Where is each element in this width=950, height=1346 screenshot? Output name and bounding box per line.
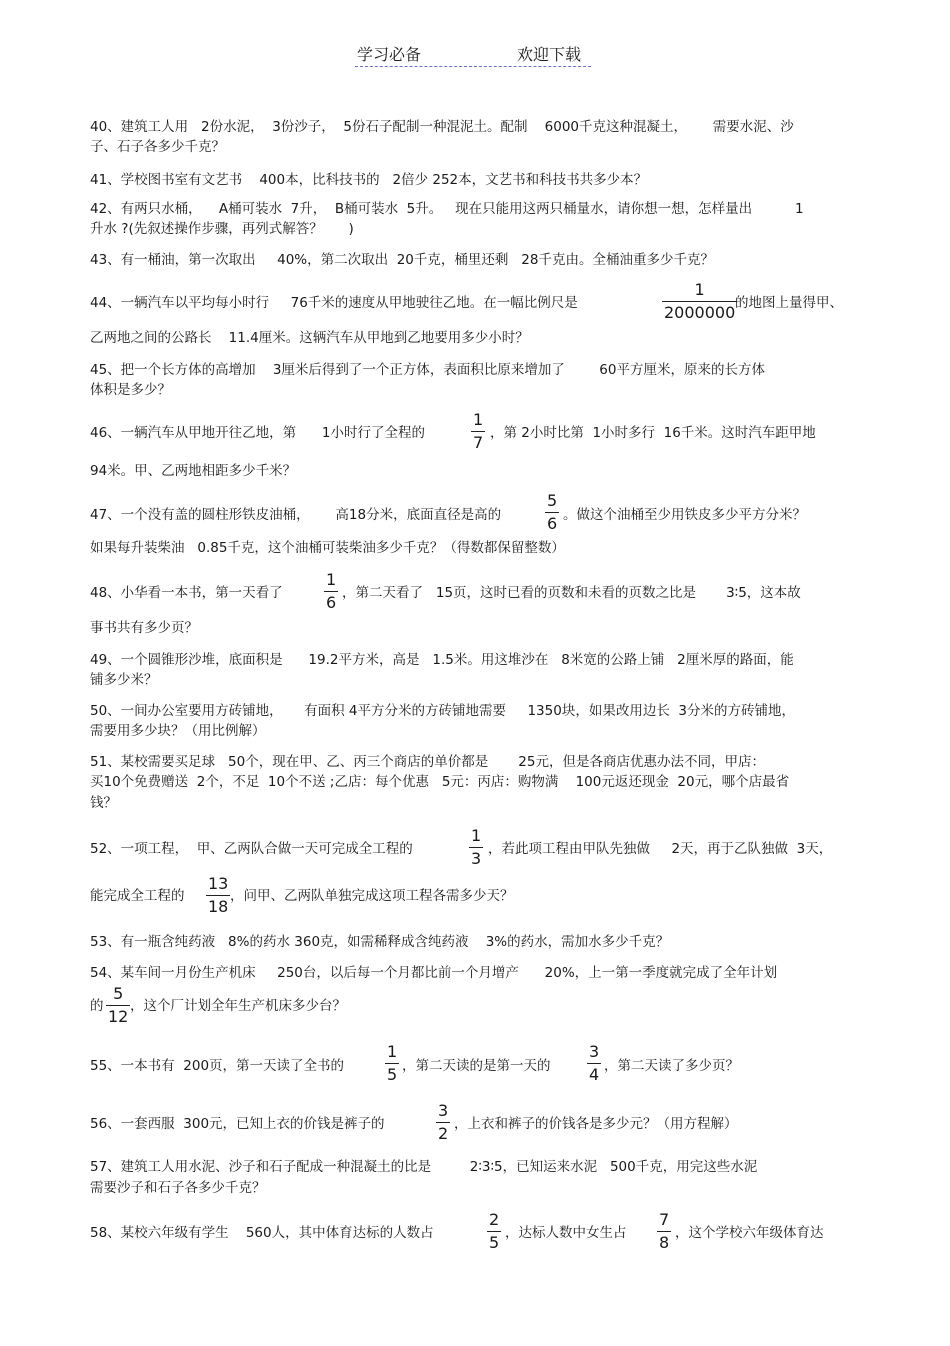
fraction-numerator: 5 [547, 491, 558, 510]
question-51-line2: 买10个免费赠送 2个，不足 10个不送 ;乙店：每个优惠 5元：丙店：购物满 100元返还现金 20元，哪个店最省 [90, 774, 790, 790]
header-left-text: 学习必备 [357, 45, 422, 64]
fraction-denominator: 6 [547, 514, 558, 533]
question-52-line1b: ，若此项工程由甲队先独做 2天，再于乙队独做 3天， [488, 841, 833, 857]
question-58-line1c: ，这个学校六年级体育达 [675, 1225, 824, 1241]
fraction-bar [471, 431, 485, 432]
question-45-line1: 45、把一个长方体的高增加 3厘米后得到了一个正方体，表面积比原来增加了 60平方厘米，原来的长方体 [90, 362, 765, 378]
question-56-line1b: ，上衣和裤子的价钱各是多少元？（用方程解） [454, 1116, 738, 1132]
fraction-numerator: 1 [473, 410, 484, 429]
page-header [355, 40, 591, 67]
question-50-line1: 50、一间办公室要用方砖铺地， 有面积 4平方分米的方砖铺地需要 1350块，如果改用边长 3分米的方砖铺地， [90, 703, 795, 719]
question-47-line1b: 。做这个油桶至少用铁皮多少平方分米？ [563, 507, 806, 523]
question-48-line1a: 48、小华看一本书，第一天看了 [90, 585, 283, 601]
question-51-line1: 51、某校需要买足球 50个，现在甲、乙、丙三个商店的单价都是 25元，但是各商店优惠办法不同，甲店： [90, 754, 765, 770]
question-44-line1a: 44、一辆汽车以平均每小时行 76千米的速度从甲地驶往乙地。在一幅比例尺是 [90, 295, 578, 311]
question-54-line1: 54、某车间一月份生产机床 250台，以后每一个月都比前一个月增产 20%，上一第一季度就完成了全年计划 [90, 965, 778, 981]
fraction-1-3 [469, 826, 483, 869]
fraction-denominator: 8 [659, 1233, 670, 1252]
question-44-line1b: 的地图上量得甲、 [735, 295, 843, 311]
fraction-bar [545, 512, 559, 513]
fraction-numerator: 3 [589, 1042, 600, 1061]
question-40-line2: 子、石子各多少千克？ [90, 139, 225, 155]
question-46-line2: 94米。甲、乙两地相距多少千米？ [90, 463, 297, 479]
fraction-denominator: 4 [589, 1065, 600, 1084]
question-46-line1b: ，第 2小时比第 1小时多行 16千米。这时汽车距甲地 [490, 425, 816, 441]
question-54-line2b: ，这个厂计划全年生产机床多少台？ [130, 998, 346, 1014]
fraction-denominator: 18 [208, 897, 229, 916]
fraction-numerator: 1 [326, 570, 337, 589]
fraction-1-5 [385, 1042, 399, 1085]
fraction-denominator: 7 [473, 433, 484, 452]
fraction-3-4 [587, 1042, 601, 1085]
fraction-denominator: 6 [326, 593, 337, 612]
fraction-bar [106, 1005, 130, 1006]
question-56-line1a: 56、一套西服 300元，已知上衣的价钱是裤子的 [90, 1116, 385, 1132]
question-52-line2a: 能完成全工程的 [90, 888, 185, 904]
fraction-bar [662, 301, 737, 302]
question-52-line2b: ，问甲、乙两队单独完成这项工程各需多少天？ [230, 888, 514, 904]
fraction-numerator: 3 [438, 1101, 449, 1120]
fraction-2-5 [487, 1210, 501, 1253]
question-45-line2: 体积是多少？ [90, 382, 171, 398]
question-40-line1: 40、建筑工人用 2份水泥， 3份沙子， 5份石子配制一种混泥土。配制 6000千克这种混凝土， 需要水泥、沙 [90, 119, 794, 135]
question-50-line2: 需要用多少块？（用比例解） [90, 723, 266, 739]
fraction-numerator: 13 [208, 874, 229, 893]
fraction-bar [385, 1063, 399, 1064]
fraction-numerator: 1 [471, 826, 482, 845]
question-49-line1: 49、一个圆锥形沙堆，底面积是 19.2平方米，高是 1.5米。用这堆沙在 8米宽的公路上铺 2厘米厚的路面，能 [90, 652, 794, 668]
question-58-line1a: 58、某校六年级有学生 560人，其中体育达标的人数占 [90, 1225, 434, 1241]
question-42-line2: 升水 ?(先叙述操作步骤，再列式解答？ ) [90, 221, 354, 237]
question-47-line2: 如果每升装柴油 0.85千克，这个油桶可装柴油多少千克？（得数都保留整数） [90, 540, 565, 556]
question-42-line1: 42、有两只水桶， A桶可装水 7升， B桶可装水 5升。 现在只能用这两只桶量水，请你想一想，怎样量出 1 [90, 201, 804, 217]
question-55-line1b: ，第二天读的是第一天的 [402, 1058, 551, 1074]
fraction-denominator: 3 [471, 849, 482, 868]
question-57-line1: 57、建筑工人用水泥、沙子和石子配成一种混凝土的比是 2∶3∶5，已知运来水泥 500千克，用完这些水泥 [90, 1159, 758, 1175]
fraction-1-6 [324, 570, 338, 613]
question-43: 43、有一桶油，第一次取出 40%，第二次取出 20千克，桶里还剩 28千克由。全桶油重多少千克？ [90, 252, 714, 268]
fraction-bar [487, 1231, 501, 1232]
fraction-numerator: 1 [694, 280, 705, 299]
question-48-line1b: ，第二天看了 15页，这时已看的页数和未看的页数之比是 3∶5，这本故 [342, 585, 801, 601]
fraction-denominator: 5 [387, 1065, 398, 1084]
header-right-text: 欢迎下载 [517, 45, 582, 64]
fraction-bar [469, 847, 483, 848]
fraction-denominator: 2000000 [664, 303, 736, 322]
fraction-numerator: 1 [387, 1042, 398, 1061]
question-41: 41、学校图书室有文艺书 400本，比科技书的 2倍少 252本，文艺书和科技书共多少本？ [90, 172, 648, 188]
fraction-1-2000000 [662, 280, 737, 323]
question-58-line1b: ，达标人数中女生占 [505, 1225, 627, 1241]
fraction-5-12 [106, 984, 130, 1027]
question-57-line2: 需要沙子和石子各多少千克？ [90, 1180, 266, 1196]
question-53: 53、有一瓶含纯药液 8%的药水 360克，如需稀释成含纯药液 3%的药水，需加水多少千克？ [90, 934, 670, 950]
question-51-line3: 钱？ [90, 795, 117, 811]
fraction-denominator: 2 [438, 1124, 449, 1143]
fraction-bar [657, 1231, 671, 1232]
fraction-bar [587, 1063, 601, 1064]
fraction-numerator: 2 [489, 1210, 500, 1229]
question-44-line2: 乙两地之间的公路长 11.4厘米。这辆汽车从甲地到乙地要用多少小时？ [90, 330, 529, 346]
fraction-numerator: 7 [659, 1210, 670, 1229]
question-49-line2: 铺多少米？ [90, 672, 158, 688]
question-46-line1a: 46、一辆汽车从甲地开往乙地，第 1小时行了全程的 [90, 425, 426, 441]
fraction-1-7 [471, 410, 485, 453]
fraction-numerator: 5 [113, 984, 124, 1003]
fraction-denominator: 12 [108, 1007, 129, 1026]
fraction-3-2 [436, 1101, 450, 1144]
question-48-line2: 事书共有多少页？ [90, 620, 198, 636]
fraction-denominator: 5 [489, 1233, 500, 1252]
question-55-line1a: 55、一本书有 200页，第一天读了全书的 [90, 1058, 345, 1074]
fraction-7-8 [657, 1210, 671, 1253]
question-54-line2a: 的 [90, 998, 104, 1014]
fraction-bar [436, 1122, 450, 1123]
question-47-line1a: 47、一个没有盖的圆柱形铁皮油桶， 高18分米，底面直径是高的 [90, 507, 502, 523]
question-52-line1a: 52、一项工程， 甲、乙两队合做一天可完成全工程的 [90, 841, 413, 857]
fraction-13-18 [206, 874, 230, 917]
question-55-line1c: ，第二天读了多少页？ [604, 1058, 739, 1074]
fraction-5-6 [545, 491, 559, 534]
fraction-bar [324, 591, 338, 592]
fraction-bar [206, 895, 230, 896]
